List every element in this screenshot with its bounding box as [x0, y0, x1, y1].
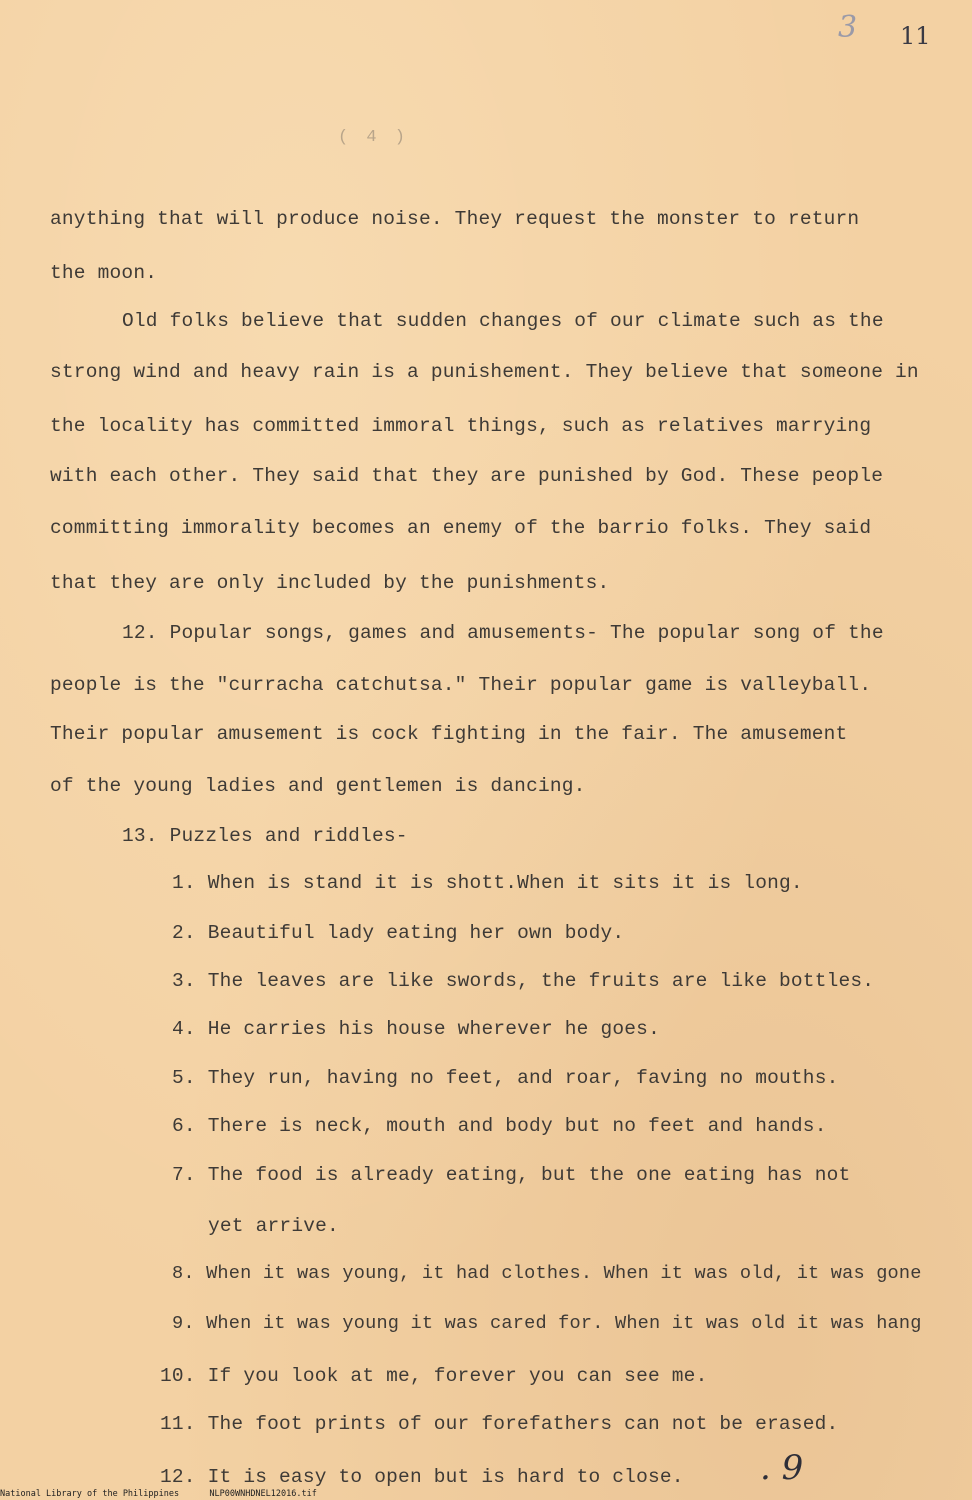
section-heading-13: 13. Puzzles and riddles- [122, 825, 408, 847]
text-line: committing immorality becomes an enemy of the barrio folks. They said [50, 517, 872, 539]
riddle-continuation: yet arrive. [208, 1215, 339, 1237]
scan-filename: NLP00WNHDNEL12016.tif [209, 1489, 317, 1499]
riddle-item: 11. The foot prints of our forefathers can not be erased. [160, 1413, 839, 1435]
handwritten-page-number: . 9 [760, 1448, 804, 1488]
riddle-item: 9. When it was young it was cared for. When it was old it was hang [172, 1313, 922, 1334]
text-line: the locality has committed immoral things, such as relatives marrying [50, 415, 872, 437]
riddle-item: 7. The food is already eating, but the one eating has not [172, 1164, 851, 1186]
riddle-item: 2. Beautiful lady eating her own body. [172, 922, 625, 944]
section-heading-12: 12. Popular songs, games and amusements- The popular song of the [122, 622, 884, 644]
riddle-item: 4. He carries his house wherever he goes. [172, 1018, 660, 1040]
riddle-item: 8. When it was young, it had clothes. When it was old, it was gone [172, 1263, 922, 1284]
riddle-item: 6. There is neck, mouth and body but no feet and hands. [172, 1115, 827, 1137]
text-line: the moon. [50, 262, 158, 284]
page-number: ( 4 ) [338, 128, 410, 147]
corner-pencil-number: 3 [838, 10, 858, 45]
riddle-item: 10. If you look at me, forever you can see me. [160, 1365, 708, 1387]
riddle-item: 3. The leaves are like swords, the fruits are like bottles. [172, 970, 875, 992]
text-line: Old folks believe that sudden changes of our climate such as the [122, 310, 884, 332]
corner-ink-mark: 11 [900, 22, 931, 50]
library-credit: National Library of the Philippines [0, 1489, 180, 1499]
text-line: strong wind and heavy rain is a punishement. They believe that someone in [50, 361, 919, 383]
riddle-item: 1. When is stand it is shott.When it sits it is long. [172, 872, 803, 894]
riddle-item: 5. They run, having no feet, and roar, faving no mouths. [172, 1067, 839, 1089]
text-line: anything that will produce noise. They request the monster to return [50, 208, 860, 230]
scan-footer [0, 1489, 317, 1500]
text-line: with each other. They said that they are punished by God. These people [50, 465, 884, 487]
riddle-item: 12. It is easy to open but is hard to close. [160, 1466, 684, 1488]
text-line: Their popular amusement is cock fighting in the fair. The amusement [50, 723, 848, 745]
text-line: of the young ladies and gentlemen is dancing. [50, 775, 586, 797]
text-line: people is the "curracha catchutsa." Their popular game is valleyball. [50, 674, 872, 696]
text-line: that they are only included by the punishments. [50, 572, 610, 594]
